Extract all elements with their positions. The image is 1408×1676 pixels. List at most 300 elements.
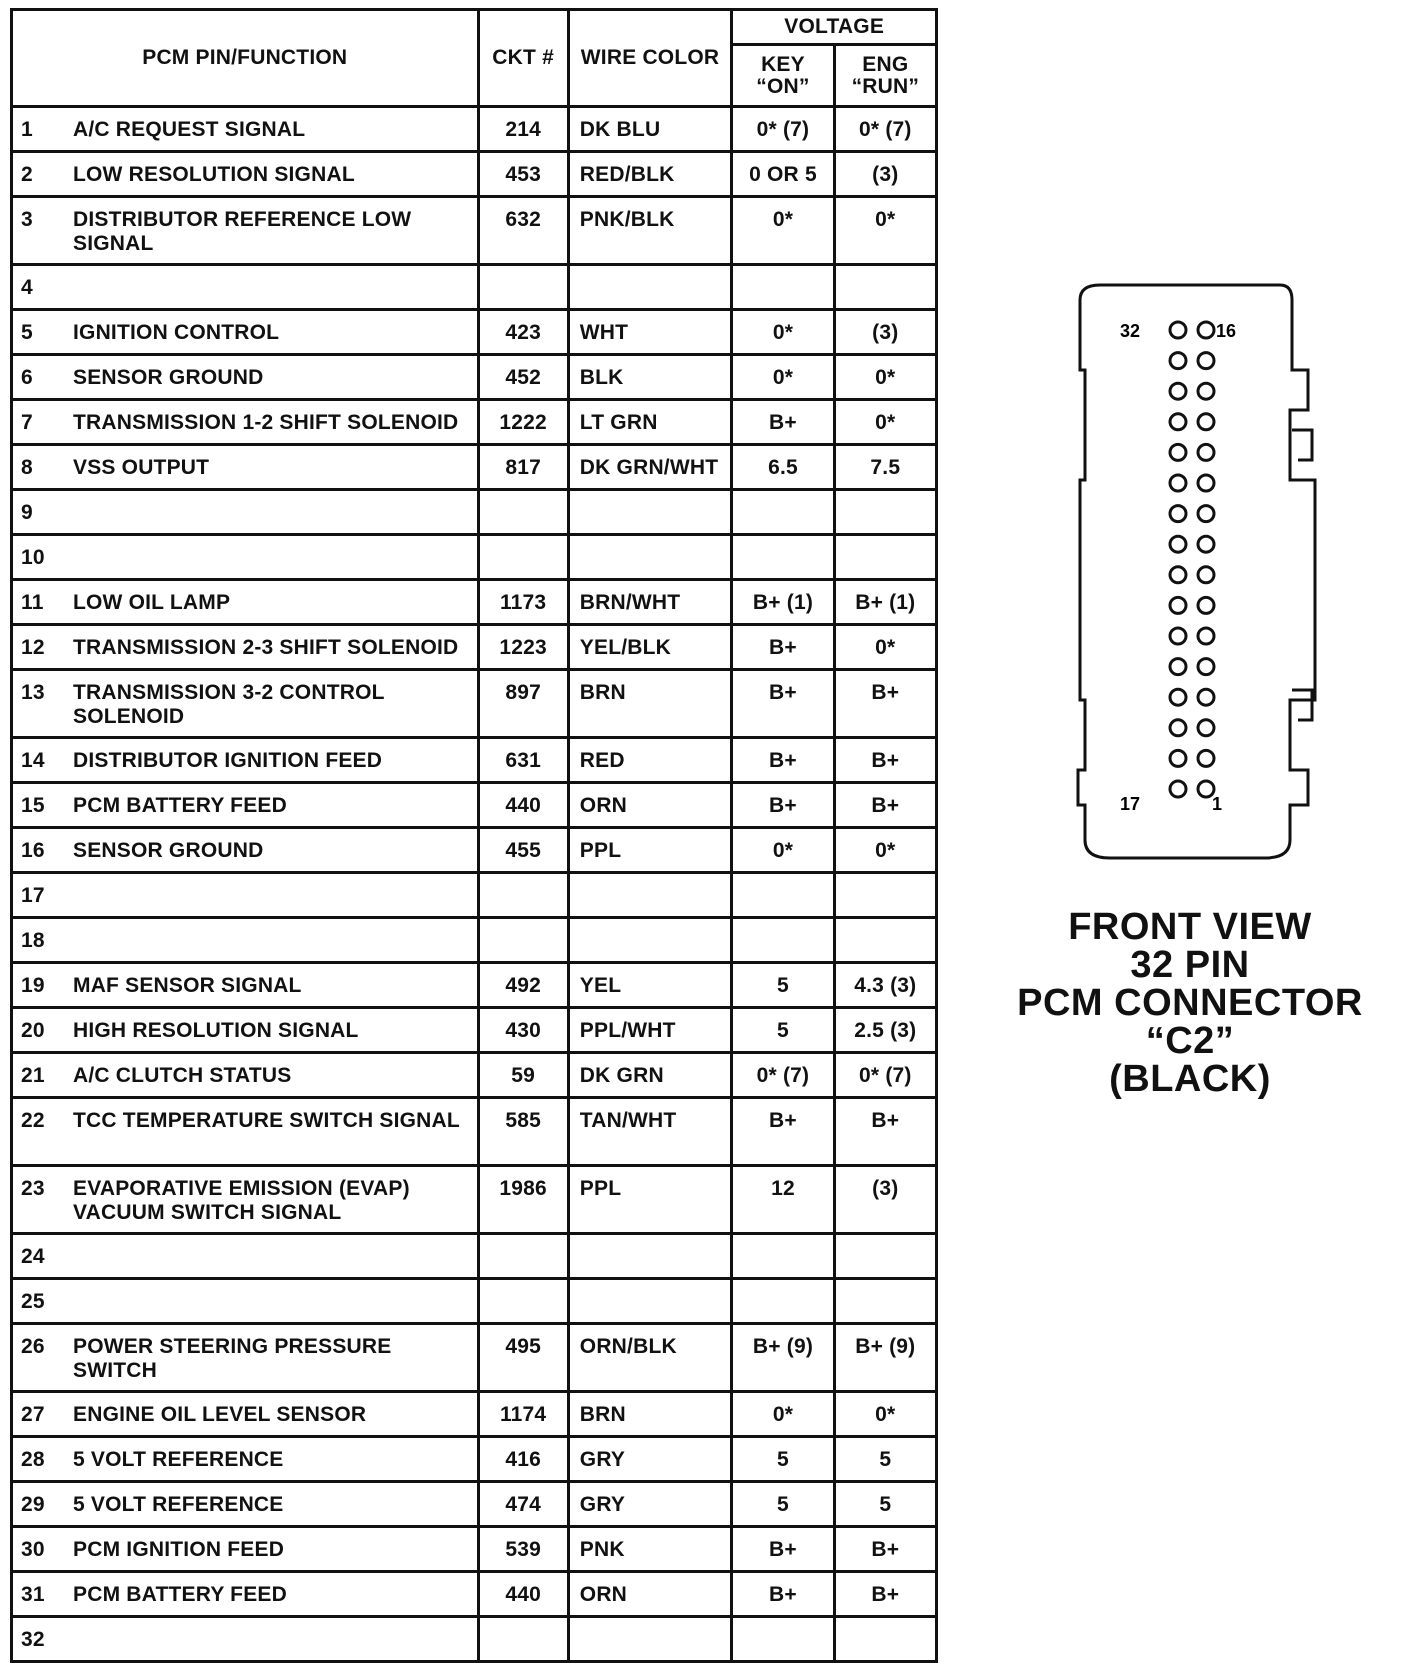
cell-wire-color: RED/BLK	[568, 152, 732, 197]
connector-outline	[1078, 285, 1315, 858]
pin-hole	[1198, 414, 1214, 430]
pin-hole	[1198, 689, 1214, 705]
pin-hole	[1170, 750, 1186, 766]
cell-ckt	[478, 1617, 568, 1662]
pin-hole	[1170, 414, 1186, 430]
cell-pin-function	[12, 107, 479, 152]
cell-wire-color: WHT	[568, 310, 732, 355]
pin-function: 5 VOLT REFERENCE	[73, 1493, 284, 1516]
cell-eng-run: 0*	[834, 400, 936, 445]
table-row	[12, 1234, 937, 1279]
pin-number: 7	[21, 411, 33, 434]
cell-key-on: B+	[732, 1098, 834, 1166]
pin-number: 31	[21, 1583, 45, 1606]
cell-key-on	[732, 535, 834, 580]
cell-key-on: B+	[732, 1572, 834, 1617]
cell-wire-color: RED	[568, 738, 732, 783]
cell-ckt	[478, 1234, 568, 1279]
cell-ckt: 416	[478, 1437, 568, 1482]
table-row	[12, 535, 937, 580]
pin-label-32: 32	[1120, 321, 1141, 341]
cell-key-on: B+	[732, 783, 834, 828]
table-row	[12, 1482, 937, 1527]
cell-wire-color	[568, 918, 732, 963]
cell-ckt: 817	[478, 445, 568, 490]
cell-eng-run	[834, 918, 936, 963]
pin-hole	[1198, 567, 1214, 583]
pin-number: 20	[21, 1019, 45, 1042]
cell-key-on: 0* (7)	[732, 1053, 834, 1098]
cell-key-on	[732, 1617, 834, 1662]
cell-wire-color	[568, 535, 732, 580]
cell-ckt: 897	[478, 670, 568, 738]
pin-function: IGNITION CONTROL	[73, 321, 280, 344]
cell-key-on: 0 OR 5	[732, 152, 834, 197]
cell-eng-run	[834, 873, 936, 918]
cell-pin-function	[12, 1392, 479, 1437]
connector-diagram-panel	[980, 270, 1400, 1100]
cell-wire-color: YEL/BLK	[568, 625, 732, 670]
cell-pin-function	[12, 400, 479, 445]
pin-function: TCC TEMPERATURE SWITCH SIGNAL	[73, 1109, 460, 1132]
cell-ckt	[478, 1279, 568, 1324]
pin-number: 24	[21, 1245, 45, 1268]
pin-function: SENSOR GROUND	[73, 839, 264, 862]
cell-pin-function	[12, 1098, 479, 1166]
pin-function: DISTRIBUTOR REFERENCE LOW SIGNAL	[73, 208, 412, 255]
cell-ckt: 1174	[478, 1392, 568, 1437]
cell-ckt: 430	[478, 1008, 568, 1053]
cell-pin-function	[12, 1008, 479, 1053]
cell-ckt: 474	[478, 1482, 568, 1527]
cell-eng-run: 0*	[834, 197, 936, 265]
cell-eng-run: (3)	[834, 1166, 936, 1234]
pin-number: 18	[21, 929, 45, 952]
cell-wire-color: ORN	[568, 783, 732, 828]
pin-number: 13	[21, 681, 45, 704]
table-row	[12, 490, 937, 535]
cell-pin-function	[12, 1324, 479, 1392]
pin-number: 32	[21, 1628, 45, 1651]
pin-number: 2	[21, 163, 33, 186]
pin-hole	[1198, 506, 1214, 522]
pin-hole	[1170, 353, 1186, 369]
table-row	[12, 152, 937, 197]
pin-number: 15	[21, 794, 45, 817]
cell-ckt	[478, 265, 568, 310]
cell-eng-run: 0* (7)	[834, 107, 936, 152]
table-row	[12, 1617, 937, 1662]
cell-wire-color	[568, 1279, 732, 1324]
cell-ckt	[478, 490, 568, 535]
cell-pin-function	[12, 963, 479, 1008]
pin-hole	[1198, 659, 1214, 675]
cell-ckt: 440	[478, 1572, 568, 1617]
cell-eng-run: B+	[834, 1527, 936, 1572]
cell-key-on: 5	[732, 1482, 834, 1527]
caption-connector-color: (BLACK)	[1109, 1058, 1271, 1100]
header-voltage: VOLTAGE	[732, 10, 937, 45]
cell-ckt: 585	[478, 1098, 568, 1166]
cell-eng-run	[834, 535, 936, 580]
cell-pin-function	[12, 873, 479, 918]
pin-hole	[1170, 322, 1186, 338]
table-row	[12, 670, 937, 738]
cell-key-on: 0*	[732, 197, 834, 265]
cell-pin-function	[12, 828, 479, 873]
cell-pin-function	[12, 310, 479, 355]
cell-wire-color: ORN/BLK	[568, 1324, 732, 1392]
connector-caption	[980, 908, 1400, 1098]
cell-pin-function	[12, 1053, 479, 1098]
cell-pin-function	[12, 1617, 479, 1662]
table-row	[12, 580, 937, 625]
caption-connector-name: PCM CONNECTOR	[1017, 982, 1363, 1024]
cell-eng-run: 0*	[834, 625, 936, 670]
pin-function: TRANSMISSION 3-2 CONTROL SOLENOID	[73, 681, 385, 728]
cell-eng-run: (3)	[834, 310, 936, 355]
cell-ckt: 631	[478, 738, 568, 783]
header-ckt: CKT #	[478, 10, 568, 107]
cell-wire-color: GRY	[568, 1482, 732, 1527]
cell-ckt: 452	[478, 355, 568, 400]
cell-wire-color: YEL	[568, 963, 732, 1008]
cell-ckt: 423	[478, 310, 568, 355]
cell-eng-run	[834, 490, 936, 535]
caption-pin-count: 32 PIN	[1130, 944, 1250, 986]
pin-label-17: 17	[1120, 794, 1141, 814]
cell-ckt: 453	[478, 152, 568, 197]
cell-pin-function	[12, 1166, 479, 1234]
cell-key-on: B+ (1)	[732, 580, 834, 625]
cell-wire-color: PPL	[568, 1166, 732, 1234]
pin-hole	[1170, 536, 1186, 552]
pin-number: 26	[21, 1335, 45, 1358]
pin-function: 5 VOLT REFERENCE	[73, 1448, 284, 1471]
table-row	[12, 1166, 937, 1234]
cell-eng-run: B+	[834, 1098, 936, 1166]
pin-function: HIGH RESOLUTION SIGNAL	[73, 1019, 359, 1042]
pin-function: TRANSMISSION 1-2 SHIFT SOLENOID	[73, 411, 459, 434]
pin-hole	[1198, 628, 1214, 644]
pin-hole	[1198, 750, 1214, 766]
cell-ckt: 1173	[478, 580, 568, 625]
cell-wire-color: PNK/BLK	[568, 197, 732, 265]
pin-function: ENGINE OIL LEVEL SENSOR	[73, 1403, 367, 1426]
cell-eng-run: B+	[834, 738, 936, 783]
pin-hole	[1170, 383, 1186, 399]
cell-key-on	[732, 1279, 834, 1324]
table-row	[12, 445, 937, 490]
header-key-on: KEY “ON”	[732, 45, 834, 107]
pin-number: 23	[21, 1177, 45, 1200]
cell-pin-function	[12, 535, 479, 580]
pin-number: 5	[21, 321, 33, 344]
cell-pin-function	[12, 670, 479, 738]
pin-hole	[1170, 597, 1186, 613]
cell-eng-run: B+ (9)	[834, 1324, 936, 1392]
cell-wire-color	[568, 265, 732, 310]
cell-ckt: 455	[478, 828, 568, 873]
header-eng-run: ENG “RUN”	[834, 45, 936, 107]
cell-ckt: 1223	[478, 625, 568, 670]
table-row	[12, 310, 937, 355]
pin-hole	[1198, 353, 1214, 369]
cell-eng-run: 0*	[834, 1392, 936, 1437]
pin-number: 11	[21, 591, 44, 614]
cell-pin-function	[12, 580, 479, 625]
cell-ckt: 1986	[478, 1166, 568, 1234]
pin-number: 17	[21, 884, 45, 907]
pin-function: PCM IGNITION FEED	[73, 1538, 285, 1561]
cell-ckt: 495	[478, 1324, 568, 1392]
table-row	[12, 1053, 937, 1098]
cell-key-on: 0*	[732, 1392, 834, 1437]
cell-wire-color	[568, 1617, 732, 1662]
cell-wire-color: PNK	[568, 1527, 732, 1572]
cell-eng-run: B+	[834, 670, 936, 738]
cell-eng-run: 0*	[834, 355, 936, 400]
pin-hole	[1170, 781, 1186, 797]
cell-ckt: 59	[478, 1053, 568, 1098]
cell-key-on	[732, 873, 834, 918]
cell-pin-function	[12, 355, 479, 400]
pin-hole	[1198, 475, 1214, 491]
pin-number: 29	[21, 1493, 45, 1516]
pin-hole	[1198, 322, 1214, 338]
cell-eng-run: B+	[834, 1572, 936, 1617]
pin-number: 8	[21, 456, 33, 479]
cell-eng-run	[834, 1617, 936, 1662]
cell-ckt: 632	[478, 197, 568, 265]
pin-hole	[1198, 444, 1214, 460]
table-row	[12, 1572, 937, 1617]
pin-number: 12	[21, 636, 45, 659]
cell-key-on	[732, 1234, 834, 1279]
cell-eng-run: 0*	[834, 828, 936, 873]
cell-pin-function	[12, 783, 479, 828]
pin-function: A/C CLUTCH STATUS	[73, 1064, 292, 1087]
cell-eng-run: (3)	[834, 152, 936, 197]
table-row	[12, 625, 937, 670]
pin-hole	[1170, 475, 1186, 491]
cell-key-on: 0*	[732, 310, 834, 355]
pin-rows	[12, 107, 937, 1662]
connector-front-view-diagram	[1040, 280, 1340, 880]
pin-hole	[1198, 597, 1214, 613]
table-row	[12, 783, 937, 828]
pin-function: LOW RESOLUTION SIGNAL	[73, 163, 355, 186]
table-row	[12, 918, 937, 963]
cell-wire-color: BRN	[568, 670, 732, 738]
pin-hole	[1170, 628, 1186, 644]
pin-number: 10	[21, 546, 45, 569]
cell-eng-run: B+	[834, 783, 936, 828]
cell-wire-color: DK GRN/WHT	[568, 445, 732, 490]
cell-pin-function	[12, 1234, 479, 1279]
cell-ckt: 214	[478, 107, 568, 152]
cell-key-on: B+	[732, 1527, 834, 1572]
pin-hole	[1170, 659, 1186, 675]
table-row	[12, 1527, 937, 1572]
cell-wire-color: BRN/WHT	[568, 580, 732, 625]
cell-key-on: B+ (9)	[732, 1324, 834, 1392]
cell-wire-color	[568, 873, 732, 918]
cell-pin-function	[12, 625, 479, 670]
table-row	[12, 355, 937, 400]
table-row	[12, 1437, 937, 1482]
cell-eng-run	[834, 1234, 936, 1279]
pin-number: 30	[21, 1538, 45, 1561]
cell-wire-color: LT GRN	[568, 400, 732, 445]
cell-key-on: 6.5	[732, 445, 834, 490]
pin-function: A/C REQUEST SIGNAL	[73, 118, 306, 141]
pin-function: PCM BATTERY FEED	[73, 794, 287, 817]
cell-eng-run	[834, 265, 936, 310]
table-row	[12, 1392, 937, 1437]
cell-ckt: 539	[478, 1527, 568, 1572]
cell-ckt	[478, 873, 568, 918]
cell-ckt: 440	[478, 783, 568, 828]
pin-number: 4	[21, 276, 33, 299]
table-row	[12, 265, 937, 310]
pin-number: 1	[21, 118, 33, 141]
header-wire-color: WIRE COLOR	[568, 10, 732, 107]
cell-eng-run: 7.5	[834, 445, 936, 490]
pin-label-16: 16	[1216, 321, 1237, 341]
cell-key-on: B+	[732, 625, 834, 670]
pin-function: SENSOR GROUND	[73, 366, 264, 389]
header-pin-function: PCM PIN/FUNCTION	[12, 10, 479, 107]
cell-key-on: B+	[732, 400, 834, 445]
cell-eng-run: 4.3 (3)	[834, 963, 936, 1008]
cell-wire-color: BLK	[568, 355, 732, 400]
cell-ckt	[478, 535, 568, 580]
cell-pin-function	[12, 1482, 479, 1527]
pin-function: TRANSMISSION 2-3 SHIFT SOLENOID	[73, 636, 459, 659]
pin-number: 19	[21, 974, 45, 997]
cell-key-on	[732, 490, 834, 535]
cell-wire-color: GRY	[568, 1437, 732, 1482]
cell-key-on: 5	[732, 1008, 834, 1053]
pin-number: 27	[21, 1403, 45, 1426]
pin-number: 9	[21, 501, 33, 524]
pin-hole	[1198, 536, 1214, 552]
cell-eng-run: 5	[834, 1482, 936, 1527]
cell-key-on: 0* (7)	[732, 107, 834, 152]
pin-hole	[1170, 689, 1186, 705]
cell-eng-run: 5	[834, 1437, 936, 1482]
table-row	[12, 107, 937, 152]
pin-function: VSS OUTPUT	[73, 456, 210, 479]
cell-wire-color: BRN	[568, 1392, 732, 1437]
pin-hole	[1170, 444, 1186, 460]
caption-front-view: FRONT VIEW	[1068, 906, 1312, 948]
cell-pin-function	[12, 1527, 479, 1572]
cell-pin-function	[12, 490, 479, 535]
cell-key-on: 0*	[732, 355, 834, 400]
pin-function: EVAPORATIVE EMISSION (EVAP) VACUUM SWITCH SIGNAL	[73, 1177, 410, 1224]
table-row	[12, 1279, 937, 1324]
cell-key-on: 5	[732, 963, 834, 1008]
cell-pin-function	[12, 918, 479, 963]
cell-key-on: B+	[732, 670, 834, 738]
cell-ckt	[478, 918, 568, 963]
cell-pin-function	[12, 738, 479, 783]
pin-label-1: 1	[1212, 794, 1223, 814]
table-row	[12, 400, 937, 445]
table-row	[12, 873, 937, 918]
cell-wire-color	[568, 490, 732, 535]
pin-hole	[1198, 383, 1214, 399]
pin-number: 28	[21, 1448, 45, 1471]
cell-wire-color: DK BLU	[568, 107, 732, 152]
pin-function: POWER STEERING PRESSURE SWITCH	[73, 1335, 392, 1382]
table-row	[12, 197, 937, 265]
pin-hole	[1170, 720, 1186, 736]
pin-hole	[1170, 506, 1186, 522]
cell-wire-color: DK GRN	[568, 1053, 732, 1098]
cell-key-on: 12	[732, 1166, 834, 1234]
pin-number: 25	[21, 1290, 45, 1313]
cell-eng-run: B+ (1)	[834, 580, 936, 625]
cell-wire-color: ORN	[568, 1572, 732, 1617]
cell-wire-color: PPL/WHT	[568, 1008, 732, 1053]
pin-number: 16	[21, 839, 45, 862]
cell-eng-run: 2.5 (3)	[834, 1008, 936, 1053]
pin-function: PCM BATTERY FEED	[73, 1583, 287, 1606]
pin-number: 6	[21, 366, 33, 389]
pin-number: 14	[21, 749, 45, 772]
cell-eng-run: 0* (7)	[834, 1053, 936, 1098]
pin-holes	[1170, 322, 1214, 797]
cell-pin-function	[12, 265, 479, 310]
pin-number: 3	[21, 208, 33, 231]
table-row	[12, 1008, 937, 1053]
pin-function: LOW OIL LAMP	[73, 591, 231, 614]
cell-pin-function	[12, 1279, 479, 1324]
cell-eng-run	[834, 1279, 936, 1324]
pin-number: 22	[21, 1109, 45, 1132]
table-row	[12, 828, 937, 873]
pin-function: MAF SENSOR SIGNAL	[73, 974, 302, 997]
table-row	[12, 963, 937, 1008]
cell-pin-function	[12, 1572, 479, 1617]
cell-key-on: B+	[732, 738, 834, 783]
pin-hole	[1198, 720, 1214, 736]
cell-pin-function	[12, 197, 479, 265]
cell-ckt: 1222	[478, 400, 568, 445]
cell-key-on: 5	[732, 1437, 834, 1482]
cell-wire-color: PPL	[568, 828, 732, 873]
cell-key-on	[732, 265, 834, 310]
table-row	[12, 1324, 937, 1392]
pin-function: DISTRIBUTOR IGNITION FEED	[73, 749, 383, 772]
pin-hole	[1170, 567, 1186, 583]
cell-pin-function	[12, 152, 479, 197]
cell-pin-function	[12, 1437, 479, 1482]
cell-key-on: 0*	[732, 828, 834, 873]
cell-ckt: 492	[478, 963, 568, 1008]
cell-wire-color: TAN/WHT	[568, 1098, 732, 1166]
pin-number: 21	[21, 1064, 45, 1087]
pin-function-table	[10, 8, 938, 1663]
cell-pin-function	[12, 445, 479, 490]
table-row	[12, 738, 937, 783]
cell-wire-color	[568, 1234, 732, 1279]
caption-connector-id: “C2”	[1145, 1020, 1235, 1062]
cell-key-on	[732, 918, 834, 963]
